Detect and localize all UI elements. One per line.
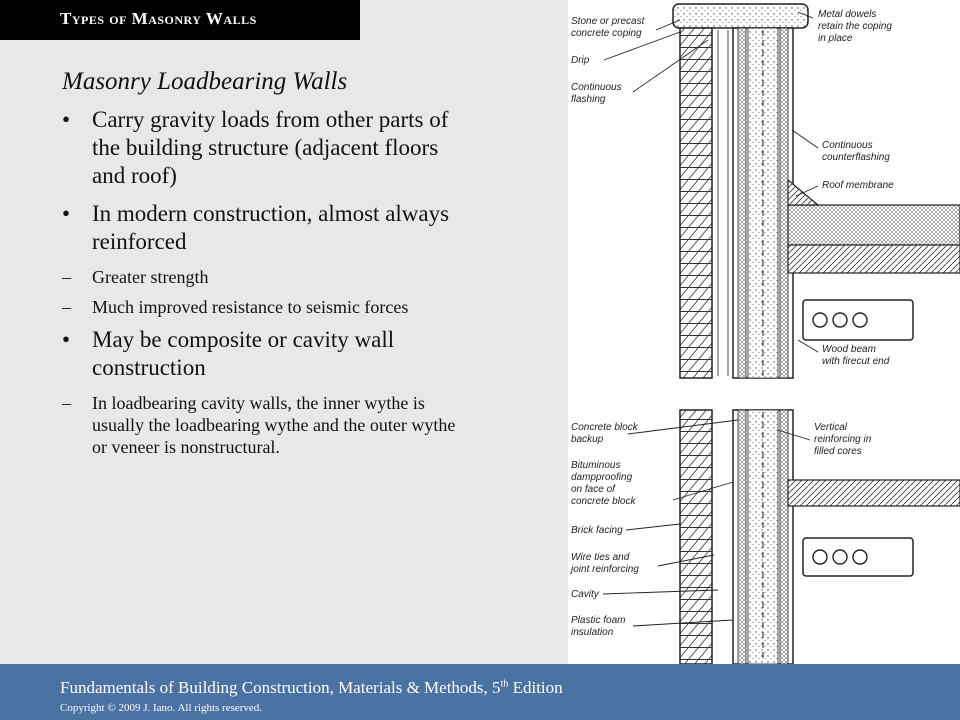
label-vertical-2: reinforcing in — [814, 434, 872, 445]
footer-bar — [0, 664, 960, 720]
label-damp-2: dampproofing — [571, 472, 633, 483]
footer-copyright: Copyright © 2009 J. Iano. All rights reserved. — [60, 702, 263, 714]
label-drip: Drip — [571, 55, 590, 66]
upper-section — [673, 4, 960, 378]
label-damp-1: Bituminous — [571, 460, 621, 471]
sub-bullet-item: – Much improved resistance to seismic forces — [18, 296, 472, 318]
label-beam-2: with firecut end — [822, 356, 890, 367]
slide-title: Types of Masonry Walls — [60, 9, 257, 28]
label-ties-2: joint reinforcing — [571, 564, 639, 575]
label-cavity: Cavity — [571, 589, 599, 600]
label-flashing-1: Continuous — [571, 82, 622, 93]
wall-section-drawing — [568, 0, 960, 664]
label-block-backup-1: Concrete block — [571, 422, 638, 433]
coping-stone — [673, 4, 808, 28]
bullet-item: • May be composite or cavity wall construction — [62, 326, 472, 382]
bullet-item: • Carry gravity loads from other parts of the building structure (adjacent floors and roof) — [62, 106, 472, 190]
bullet-list — [62, 106, 472, 466]
label-block-backup-2: backup — [571, 434, 604, 445]
label-dowels-3: in place — [818, 33, 853, 44]
brick-wythe-upper — [680, 28, 712, 378]
label-coping-2: concrete coping — [571, 28, 642, 39]
label-dowels-1: Metal dowels — [818, 9, 877, 20]
label-foam-2: insulation — [571, 627, 614, 638]
label-membrane: Roof membrane — [822, 180, 894, 191]
label-vertical-1: Vertical — [814, 422, 847, 433]
slide-title-bar — [0, 0, 360, 40]
label-damp-4: concrete block — [571, 496, 636, 507]
slide-subtitle: Masonry Loadbearing Walls — [62, 68, 348, 95]
wall-section-svg — [568, 0, 960, 664]
roof-deck — [788, 205, 960, 245]
sub-bullet-item: – In loadbearing cavity walls, the inner wythe is usually the loadbearing wythe and the outer wythe or veneer is nonstructural. — [18, 392, 472, 458]
label-foam-1: Plastic foam — [571, 615, 626, 626]
label-damp-3: on face of — [571, 484, 615, 495]
label-counterflashing-2: counterflashing — [822, 152, 890, 163]
brick-wythe-lower — [680, 410, 712, 664]
footer-book-title: Fundamentals of Building Construction, Materials & Methods, 5th Edition — [60, 678, 563, 697]
label-flashing-2: flashing — [571, 94, 606, 105]
label-coping-1: Stone or precast — [571, 16, 645, 27]
label-brick: Brick facing — [571, 525, 623, 536]
bullet-item: • In modern construction, almost always reinforced — [62, 200, 472, 256]
label-beam-1: Wood beam — [822, 344, 876, 355]
label-ties-1: Wire ties and — [571, 552, 630, 563]
label-counterflashing-1: Continuous — [822, 140, 873, 151]
label-vertical-3: filled cores — [814, 446, 862, 457]
sub-bullet-item: – Greater strength — [18, 266, 472, 288]
label-dowels-2: retain the coping — [818, 21, 892, 32]
